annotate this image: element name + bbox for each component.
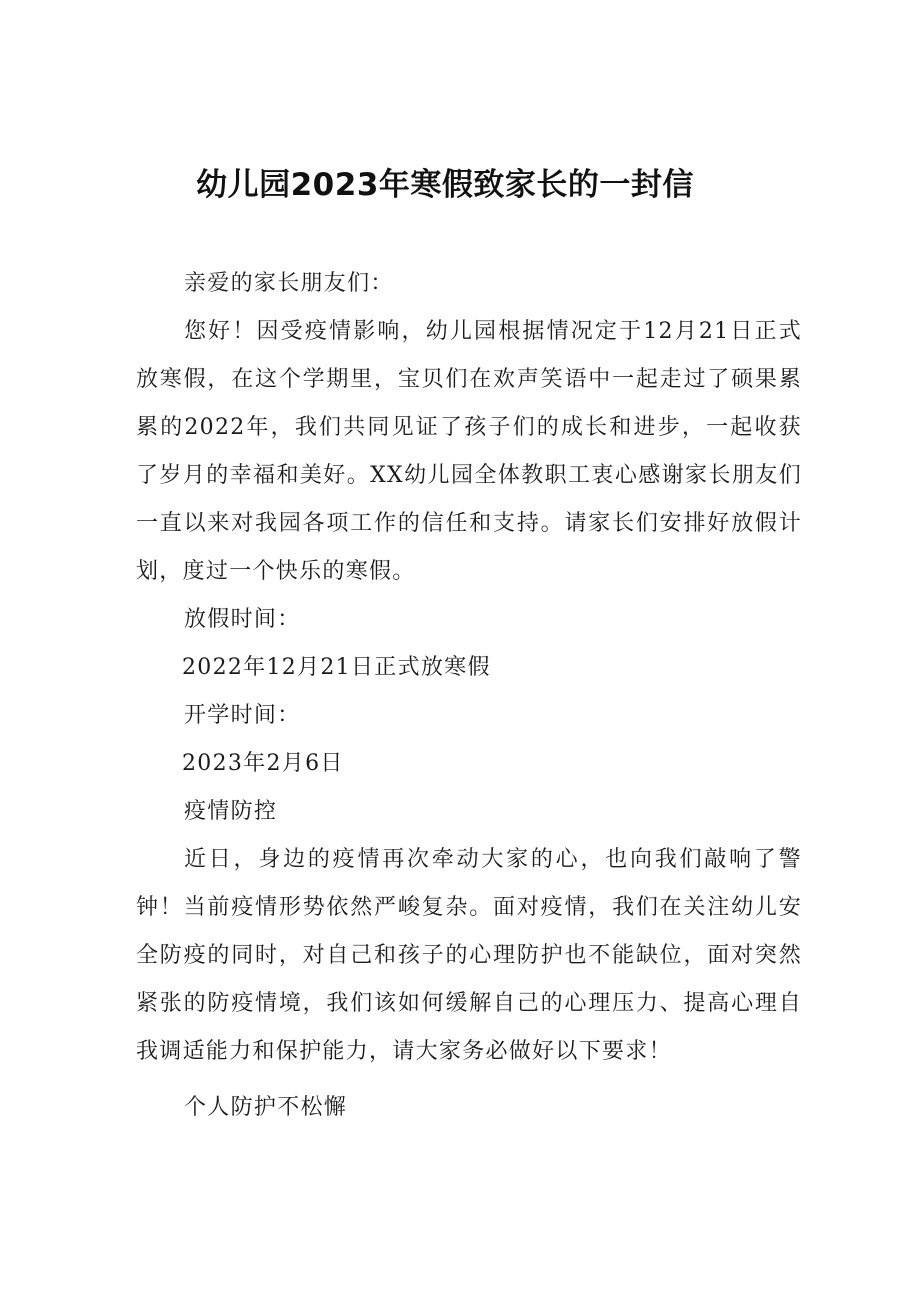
epidemic-heading: 疫情防控 <box>184 799 278 824</box>
personal-protection-heading: 个人防护不松懈 <box>184 1095 348 1120</box>
greeting: 亲爱的家长朋友们： <box>184 271 394 296</box>
holiday-date: 2022年12月21日正式放寒假 <box>182 655 491 680</box>
school-start-label: 开学时间： <box>184 703 301 728</box>
epidemic-paragraph: 近日，身边的疫情再次牵动大家的心，也向我们敲响了警钟！当前疫情形势依然严峻复杂。面对疫情，我们在关注幼儿安全防疫的同时，对自己和孩子的心理防护也不能缺位，面对突然紧张的防疫情境，我们该如何缓解自己的心理压力、提高心理自我调适能力和保护能力，请大家务必做好以下要求！ <box>136 847 802 1064</box>
school-start-date: 2023年2月6日 <box>182 751 344 776</box>
holiday-time-label: 放假时间： <box>184 607 301 632</box>
letter-title: 幼儿园2023年寒假致家长的一封信 <box>196 167 694 203</box>
letter-body <box>136 260 802 1132</box>
intro-paragraph: 您好！因受疫情影响，幼儿园根据情况定于12月21日正式放寒假，在这个学期里，宝贝们在欢声笑语中一起走过了硕果累累的2022年，我们共同见证了孩子们的成长和进步，一起收获了岁月的幸福和美好。XX幼儿园全体教职工衷心感谢家长朋友们一直以来对我园各项工作的信任和支持。请家长们安排好放假计划，度过一个快乐的寒假。 <box>136 319 802 584</box>
